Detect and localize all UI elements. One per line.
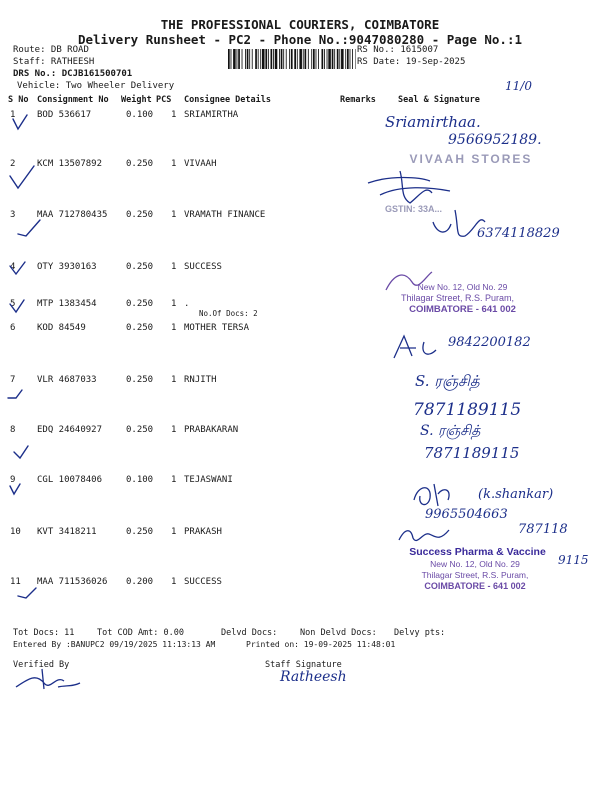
row-sno: 5 <box>10 299 16 309</box>
delivered-docs: Delvd Docs: <box>221 628 278 638</box>
row-consignment: MTP 1383454 <box>37 299 97 309</box>
total-docs: Tot Docs: 11 <box>13 628 75 638</box>
staff-signature-label: Staff Signature <box>265 660 342 670</box>
row-pcs: 1 <box>171 262 177 272</box>
row-weight: 0.200 <box>126 577 154 587</box>
row-consignee: SRIAMIRTHA <box>184 110 239 120</box>
entered-by: Entered By :BANUPC2 09/19/2025 11:13:13 AM <box>13 640 216 649</box>
rs-number: RS No.: 1615007 <box>357 45 439 55</box>
col-consignment: Consignment No <box>37 95 109 105</box>
handwritten-number: 9115 <box>558 553 589 567</box>
checkmark-icon <box>10 300 24 312</box>
row-pcs: 1 <box>171 577 177 587</box>
row-note: No.Of Docs: 2 <box>199 309 258 318</box>
row-sno: 1 <box>10 110 16 120</box>
handwritten-phone: 9566952189. <box>448 132 542 148</box>
checkmark-icon <box>18 588 36 598</box>
pharma-stamp-title: Success Pharma & Vaccine <box>409 546 546 558</box>
row-consignee: VRAMATH FINANCE <box>184 210 266 220</box>
row-consignment: MAA 712780435 <box>37 210 108 220</box>
handwritten-phone: 6374118829 <box>477 226 560 241</box>
delivery-points: Delvy pts: <box>394 628 446 638</box>
row-sno: 10 <box>10 527 21 537</box>
checkmark-icon <box>10 262 25 274</box>
vivaah-stamp: VIVAAH STORES <box>409 152 533 166</box>
row-weight: 0.250 <box>126 527 154 537</box>
row-pcs: 1 <box>171 527 177 537</box>
handwritten-name: Sriamirthaa. <box>385 113 481 131</box>
row-consignment: EDQ 24640927 <box>37 425 103 435</box>
count-note: 11/0 <box>505 79 532 93</box>
row-consignment: KCM 13507892 <box>37 159 103 169</box>
row-pcs: 1 <box>171 323 177 333</box>
row-consignee: PRAKASH <box>184 527 222 537</box>
handwritten-phone: 9842200182 <box>448 335 531 350</box>
pharma-stamp-line4: COIMBATORE - 641 002 <box>424 581 526 591</box>
row-weight: 0.250 <box>126 262 154 272</box>
row-weight: 0.100 <box>126 110 154 120</box>
checkmark-icon <box>14 446 28 458</box>
success-stamp-line2: Thilagar Street, R.S. Puram, <box>400 293 515 303</box>
row-weight: 0.250 <box>126 375 154 385</box>
row-consignment: BOD 536617 <box>37 110 92 120</box>
checkmark-icon <box>10 484 20 494</box>
row-weight: 0.250 <box>126 159 154 169</box>
row-sno: 7 <box>10 375 16 385</box>
row-consignee: TEJASWANI <box>184 475 233 485</box>
row-weight: 0.250 <box>126 210 154 220</box>
verifier-signature <box>14 665 84 695</box>
row-consignee: SUCCESS <box>184 577 222 587</box>
row-sno: 3 <box>10 210 16 220</box>
row-consignee: RNJITH <box>184 375 217 385</box>
handwritten-name: S. ரஞ்சித் <box>420 423 481 439</box>
row-consignee: . <box>184 299 190 309</box>
row-pcs: 1 <box>171 425 177 435</box>
vehicle: Vehicle: Two Wheeler Delivery <box>17 81 175 91</box>
verified-by-label: Verified By <box>13 660 70 670</box>
row-weight: 0.250 <box>126 425 154 435</box>
row-pcs: 1 <box>171 159 177 169</box>
row-consignment: KOD 84549 <box>37 323 86 333</box>
checkmark-icon <box>8 390 22 398</box>
checkmark-icon <box>13 115 27 129</box>
row-weight: 0.250 <box>126 299 154 309</box>
row-consignment: MAA 711536026 <box>37 577 108 587</box>
row-pcs: 1 <box>171 110 177 120</box>
row-pcs: 1 <box>171 299 177 309</box>
total-cod: Tot COD Amt: 0.00 <box>97 628 184 638</box>
success-stamp-line1: New No. 12, Old No. 29 <box>417 282 508 292</box>
row-consignment: VLR 4687033 <box>37 375 97 385</box>
row-sno: 4 <box>10 262 16 272</box>
handwritten-name: (k.shankar) <box>478 487 554 502</box>
printed-on: Printed on: 19-09-2025 11:48:01 <box>246 640 396 649</box>
col-seal: Seal & Signature <box>398 95 480 105</box>
handwritten-number: 787118 <box>518 522 568 537</box>
row-consignee: PRABAKARAN <box>184 425 239 435</box>
handwritten-phone: 7871189115 <box>424 444 520 462</box>
route: Route: DB ROAD <box>13 45 89 55</box>
row-weight: 0.100 <box>126 475 154 485</box>
row-pcs: 1 <box>171 210 177 220</box>
handwritten-phone: 9965504663 <box>425 507 508 522</box>
handwritten-name: S. ரஞ்சித் <box>415 372 480 390</box>
row-sno: 11 <box>10 577 21 587</box>
signature-row6 <box>390 330 450 365</box>
checkmark-icon <box>10 166 34 188</box>
pharma-stamp-line3: Thilagar Street, R.S. Puram, <box>421 570 529 580</box>
col-consignee: Consignee Details <box>184 95 271 105</box>
non-delivered-docs: Non Delvd Docs: <box>300 628 377 638</box>
row-consignee: MOTHER TERSA <box>184 323 250 333</box>
runsheet-subtitle: Delivery Runsheet - PC2 - Phone No.:9047080280 - Page No.:1 <box>77 32 522 47</box>
row-weight: 0.250 <box>126 323 154 333</box>
row-consignee: SUCCESS <box>184 262 222 272</box>
company-title: THE PROFESSIONAL COURIERS, COIMBATORE <box>160 17 440 32</box>
row-consignee: VIVAAH <box>184 159 217 169</box>
col-remarks: Remarks <box>340 95 376 105</box>
pharma-stamp-line2: New No. 12, Old No. 29 <box>430 559 520 569</box>
col-pcs: PCS <box>156 95 172 105</box>
row-consignment: CGL 10078406 <box>37 475 103 485</box>
row-sno: 6 <box>10 323 16 333</box>
row-sno: 2 <box>10 159 16 169</box>
staff-signature: Ratheesh <box>280 669 347 685</box>
vivaah-gstin: GSTIN: 33A... <box>385 204 443 214</box>
row-consignment: OTY 3930163 <box>37 262 97 272</box>
drs-number: DRS No.: DCJB161500701 <box>13 69 133 79</box>
rs-date: RS Date: 19-Sep-2025 <box>357 57 466 67</box>
col-weight: Weight <box>121 95 152 105</box>
row-consignment: KVT 3418211 <box>37 527 97 537</box>
handwritten-phone: 7871189115 <box>413 400 522 420</box>
col-sno: S No <box>8 95 29 105</box>
staff: Staff: RATHEESH <box>13 57 95 67</box>
row-pcs: 1 <box>171 375 177 385</box>
row-pcs: 1 <box>171 475 177 485</box>
row-sno: 8 <box>10 425 16 435</box>
success-stamp-line3: COIMBATORE - 641 002 <box>409 304 516 315</box>
row-sno: 9 <box>10 475 16 485</box>
checkmark-icon <box>18 220 40 236</box>
